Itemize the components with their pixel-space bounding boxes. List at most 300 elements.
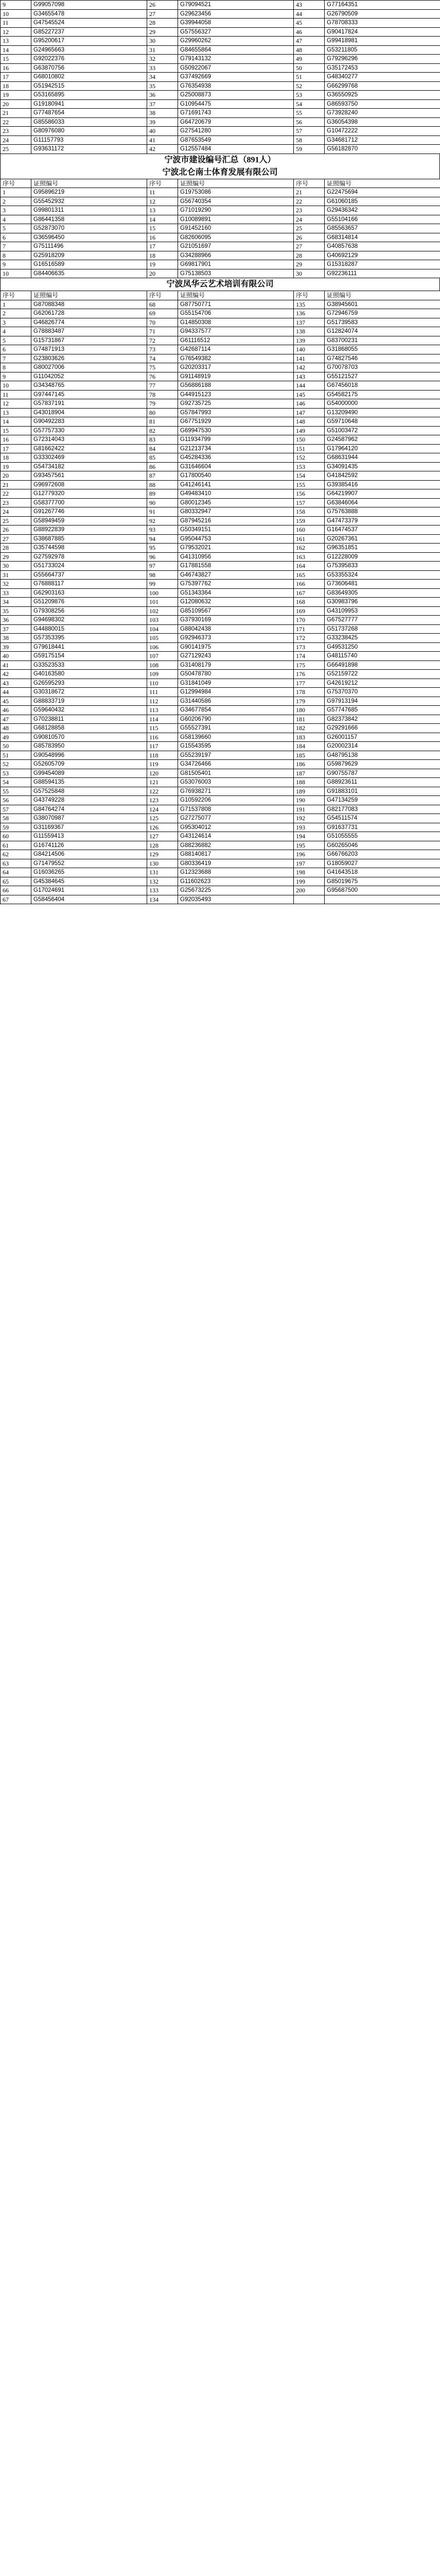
cert-number: G87750771 <box>178 300 294 309</box>
cert-number: G17024691 <box>31 886 147 895</box>
cert-number: G38945601 <box>325 300 440 309</box>
row-index: 165 <box>294 570 325 580</box>
row-index: 143 <box>294 372 325 381</box>
row-index: 8 <box>1 251 31 260</box>
cert-number: G42619212 <box>325 679 440 688</box>
row-index: 98 <box>147 570 178 580</box>
cert-number: G34091435 <box>325 462 440 471</box>
cert-number: G79143132 <box>178 55 294 64</box>
row-index: 66 <box>1 886 31 895</box>
row-index: 119 <box>147 760 178 769</box>
cert-number: G78883487 <box>31 327 147 336</box>
row-index: 28 <box>1 544 31 553</box>
cert-number: G56182870 <box>325 145 440 154</box>
table-row <box>1 534 440 544</box>
cert-number: G51209876 <box>31 598 147 607</box>
cert-number: G68631944 <box>325 453 440 463</box>
cert-number: G92735725 <box>178 399 294 409</box>
row-index: 71 <box>147 327 178 336</box>
row-index: 30 <box>1 562 31 571</box>
row-index: 128 <box>147 841 178 850</box>
row-index: 179 <box>294 697 325 706</box>
cert-number: G47473379 <box>325 516 440 526</box>
cert-number: G66766203 <box>325 850 440 859</box>
cert-number: G57747685 <box>325 706 440 715</box>
cert-number: G91148919 <box>178 372 294 381</box>
cert-number: G51055555 <box>325 832 440 841</box>
row-index: 174 <box>294 652 325 661</box>
cert-number: G17964120 <box>325 444 440 453</box>
cert-number: G34681712 <box>325 135 440 145</box>
cert-number: G47134259 <box>325 796 440 805</box>
row-index: 94 <box>147 534 178 544</box>
row-index: 59 <box>1 823 31 832</box>
row-index: 58 <box>1 814 31 823</box>
cert-number: G75111496 <box>31 242 147 251</box>
cert-number: G91883101 <box>325 787 440 796</box>
table-row <box>1 462 440 471</box>
row-index: 180 <box>294 706 325 715</box>
row-index: 77 <box>147 381 178 391</box>
table-row <box>1 660 440 670</box>
cert-number: G76938271 <box>178 787 294 796</box>
row-index: 5 <box>1 336 31 345</box>
cert-number: G12994984 <box>178 688 294 697</box>
row-index: 59 <box>294 145 325 154</box>
header-cert: 证照编号 <box>325 179 440 188</box>
cert-number: G85783950 <box>31 742 147 751</box>
row-index: 55 <box>1 787 31 796</box>
cert-number: G61116512 <box>178 336 294 345</box>
row-index: 2 <box>1 309 31 318</box>
table-row <box>1 742 440 751</box>
cert-number: G26595293 <box>31 679 147 688</box>
table-row <box>1 489 440 499</box>
cert-number: G10089891 <box>178 215 294 224</box>
cert-number: G85227237 <box>31 27 147 37</box>
row-index: 111 <box>147 688 178 697</box>
table-row <box>1 81 440 91</box>
row-index: 44 <box>294 9 325 19</box>
cert-number: G95687500 <box>325 886 440 895</box>
row-index: 53 <box>294 91 325 100</box>
row-index: 161 <box>294 534 325 544</box>
table-row <box>1 197 440 206</box>
row-index: 116 <box>147 733 178 742</box>
cert-number: G43749228 <box>31 796 147 805</box>
cert-number: G94337577 <box>178 327 294 336</box>
header-cert: 证照编号 <box>31 291 147 300</box>
cert-number: G43018904 <box>31 408 147 417</box>
table-row <box>1 507 440 517</box>
row-index: 105 <box>147 634 178 643</box>
cert-number: G45284336 <box>178 453 294 463</box>
row-index: 197 <box>294 859 325 868</box>
row-index: 13 <box>1 37 31 46</box>
cert-number: G34655478 <box>31 9 147 19</box>
cert-number: G62903163 <box>31 588 147 598</box>
row-index: 175 <box>294 660 325 670</box>
row-index: 51 <box>294 73 325 82</box>
table-row <box>1 526 440 535</box>
table-row <box>1 642 440 652</box>
cert-number: G76888117 <box>31 580 147 589</box>
row-index: 48 <box>1 724 31 733</box>
row-index: 108 <box>147 660 178 670</box>
cert-number: G99454089 <box>31 769 147 778</box>
cert-number: G43124614 <box>178 832 294 841</box>
row-index: 48 <box>294 45 325 55</box>
cert-number: G87088348 <box>31 300 147 309</box>
row-index: 42 <box>1 670 31 679</box>
row-index: 17 <box>147 242 178 251</box>
row-index: 21 <box>1 480 31 489</box>
cert-number: G40163580 <box>31 670 147 679</box>
cert-number: G21051697 <box>178 242 294 251</box>
row-index: 50 <box>1 742 31 751</box>
cert-number: G55239197 <box>178 751 294 760</box>
row-index: 16 <box>147 233 178 242</box>
roster-table <box>0 0 440 154</box>
cert-number: G45384645 <box>31 877 147 886</box>
row-index: 1 <box>1 300 31 309</box>
cert-number: G88594135 <box>31 778 147 787</box>
section-title: 宁波北仑南士体育发展有限公司 <box>0 166 440 179</box>
header-index: 序号 <box>1 179 31 188</box>
table-row <box>1 652 440 661</box>
cert-number: G63870756 <box>31 63 147 73</box>
cert-number: G52159722 <box>325 670 440 679</box>
row-index: 156 <box>294 489 325 499</box>
cert-number: G96972608 <box>31 480 147 489</box>
cert-number: G24587962 <box>325 435 440 445</box>
cert-number: G88922839 <box>31 526 147 535</box>
table-row <box>1 345 440 354</box>
cert-number: G33523533 <box>31 660 147 670</box>
cert-number: G55527391 <box>178 724 294 733</box>
row-index: 157 <box>294 498 325 507</box>
table-row <box>1 580 440 589</box>
row-index: 178 <box>294 688 325 697</box>
cert-number: G81662422 <box>31 444 147 453</box>
table-row <box>1 850 440 859</box>
table-row <box>1 381 440 391</box>
table-row <box>1 242 440 251</box>
row-index: 9 <box>1 1 31 10</box>
row-index: 74 <box>147 354 178 363</box>
table-row <box>1 37 440 46</box>
cert-number: G25008873 <box>178 91 294 100</box>
row-index: 43 <box>1 679 31 688</box>
table-row <box>1 215 440 224</box>
row-index: 54 <box>294 99 325 109</box>
cert-number: G51733024 <box>31 562 147 571</box>
row-index: 10 <box>1 381 31 391</box>
row-index: 193 <box>294 823 325 832</box>
header-index: 序号 <box>147 179 178 188</box>
row-index: 162 <box>294 544 325 553</box>
row-index: 13 <box>1 408 31 417</box>
row-index: 60 <box>1 832 31 841</box>
cert-number: G83700231 <box>325 336 440 345</box>
row-index: 7 <box>1 354 31 363</box>
table-row <box>1 99 440 109</box>
cert-number: G79296296 <box>325 55 440 64</box>
cert-number: G40857638 <box>325 242 440 251</box>
row-index: 95 <box>147 544 178 553</box>
row-index: 49 <box>1 733 31 742</box>
cert-number: G64720679 <box>178 117 294 127</box>
row-index: 135 <box>294 300 325 309</box>
row-index: 103 <box>147 616 178 625</box>
row-index: 41 <box>147 135 178 145</box>
cert-number: G12779320 <box>31 489 147 499</box>
row-index: 107 <box>147 652 178 661</box>
cert-number: G42687114 <box>178 345 294 354</box>
cert-number: G38070987 <box>31 814 147 823</box>
row-index: 57 <box>1 805 31 814</box>
header-cert: 证照编号 <box>178 179 294 188</box>
cert-number: G71019290 <box>178 206 294 215</box>
cert-number: G88923611 <box>325 778 440 787</box>
cert-number: G30983796 <box>325 598 440 607</box>
row-index: 93 <box>147 526 178 535</box>
row-index: 125 <box>147 814 178 823</box>
cert-number: G97913194 <box>325 697 440 706</box>
cert-number: G25918209 <box>31 251 147 260</box>
cert-number: G53355324 <box>325 570 440 580</box>
cert-number: G18059027 <box>325 859 440 868</box>
table-row <box>1 63 440 73</box>
cert-number: G58139660 <box>178 733 294 742</box>
cert-number: G17881558 <box>178 562 294 571</box>
cert-number: G90548996 <box>31 751 147 760</box>
row-index: 34 <box>1 598 31 607</box>
row-index: 145 <box>294 390 325 399</box>
row-index: 131 <box>147 868 178 877</box>
row-index: 200 <box>294 886 325 895</box>
cert-number: G82177083 <box>325 805 440 814</box>
cert-number: G68010802 <box>31 73 147 82</box>
cert-number: G85019675 <box>325 877 440 886</box>
row-index: 14 <box>1 45 31 55</box>
table-row <box>1 109 440 118</box>
cert-number: G46826774 <box>31 318 147 327</box>
row-index: 27 <box>147 9 178 19</box>
cert-number: G58456404 <box>31 895 147 904</box>
cert-number: G90755787 <box>325 769 440 778</box>
cert-number: G12557484 <box>178 145 294 154</box>
cert-number: G43109953 <box>325 606 440 616</box>
row-index: 27 <box>1 534 31 544</box>
row-index: 19 <box>147 260 178 269</box>
row-index: 122 <box>147 787 178 796</box>
row-index: 196 <box>294 850 325 859</box>
cert-number: G79618441 <box>31 642 147 652</box>
table-row <box>1 55 440 64</box>
table-row <box>1 327 440 336</box>
cert-number: G55664737 <box>31 570 147 580</box>
row-index: 6 <box>1 345 31 354</box>
cert-number: G12824074 <box>325 327 440 336</box>
cert-number: G61060185 <box>325 197 440 206</box>
row-index <box>294 895 325 904</box>
row-index: 153 <box>294 462 325 471</box>
cert-number: G84655864 <box>178 45 294 55</box>
cert-number: G90492283 <box>31 417 147 427</box>
row-index: 123 <box>147 796 178 805</box>
row-index: 91 <box>147 507 178 517</box>
row-index: 34 <box>147 73 178 82</box>
table-row <box>1 598 440 607</box>
row-index: 17 <box>1 73 31 82</box>
row-index: 133 <box>147 886 178 895</box>
cert-number: G95896219 <box>31 188 147 197</box>
cert-number: G50349151 <box>178 526 294 535</box>
table-row <box>1 769 440 778</box>
cert-number: G73928240 <box>325 109 440 118</box>
row-index: 16 <box>1 63 31 73</box>
row-index: 140 <box>294 345 325 354</box>
cert-number: G91452160 <box>178 224 294 233</box>
table-row <box>1 117 440 127</box>
row-index: 186 <box>294 760 325 769</box>
table-row <box>1 435 440 445</box>
table-row <box>1 805 440 814</box>
table-row <box>1 588 440 598</box>
cert-number: G62061728 <box>31 309 147 318</box>
cert-number: G66299768 <box>325 81 440 91</box>
cert-number: G80976080 <box>31 127 147 136</box>
table-row <box>1 697 440 706</box>
cert-number: G92022376 <box>31 55 147 64</box>
row-index: 75 <box>147 363 178 372</box>
table-row <box>1 145 440 154</box>
row-index: 23 <box>294 206 325 215</box>
row-index: 33 <box>1 588 31 598</box>
row-index: 81 <box>147 417 178 427</box>
row-index: 26 <box>1 526 31 535</box>
cert-number: G75395833 <box>325 562 440 571</box>
cert-number: G92946373 <box>178 634 294 643</box>
row-index: 137 <box>294 318 325 327</box>
row-index: 86 <box>147 462 178 471</box>
row-index: 26 <box>294 233 325 242</box>
row-index: 106 <box>147 642 178 652</box>
cert-number: G44915123 <box>178 390 294 399</box>
row-index: 118 <box>147 751 178 760</box>
cert-number: G16036265 <box>31 868 147 877</box>
row-index: 14 <box>1 417 31 427</box>
row-index: 102 <box>147 606 178 616</box>
row-index: 50 <box>294 63 325 73</box>
row-index: 20 <box>1 99 31 109</box>
cert-number: G13209490 <box>325 408 440 417</box>
table-row <box>1 260 440 269</box>
cert-number: G40692129 <box>325 251 440 260</box>
row-index: 4 <box>1 215 31 224</box>
row-index: 31 <box>1 570 31 580</box>
row-index: 18 <box>147 251 178 260</box>
row-index: 132 <box>147 877 178 886</box>
cert-number: G94698302 <box>31 616 147 625</box>
cert-number: G91637731 <box>325 823 440 832</box>
row-index: 9 <box>1 372 31 381</box>
row-index: 29 <box>1 552 31 562</box>
row-index: 11 <box>1 19 31 28</box>
table-row <box>1 570 440 580</box>
table-row <box>1 135 440 145</box>
row-index: 168 <box>294 598 325 607</box>
cert-number: G15543595 <box>178 742 294 751</box>
table-row <box>1 426 440 435</box>
cert-number: G11157793 <box>31 135 147 145</box>
row-index: 121 <box>147 778 178 787</box>
row-index: 49 <box>294 55 325 64</box>
header-index: 序号 <box>147 291 178 300</box>
table-row <box>1 224 440 233</box>
cert-number: G59879629 <box>325 760 440 769</box>
cert-number: G10472222 <box>325 127 440 136</box>
row-index: 90 <box>147 498 178 507</box>
row-index: 21 <box>294 188 325 197</box>
row-index: 19 <box>1 462 31 471</box>
table-row <box>1 453 440 463</box>
cert-number: G95304012 <box>178 823 294 832</box>
cert-number: G12323688 <box>178 868 294 877</box>
row-index: 163 <box>294 552 325 562</box>
cert-number: G70078703 <box>325 363 440 372</box>
row-index: 177 <box>294 679 325 688</box>
table-row <box>1 390 440 399</box>
row-index: 15 <box>1 55 31 64</box>
row-index: 120 <box>147 769 178 778</box>
row-index: 148 <box>294 417 325 427</box>
table-row <box>1 188 440 197</box>
cert-number: G26001157 <box>325 733 440 742</box>
row-index: 88 <box>147 480 178 489</box>
table-row <box>1 516 440 526</box>
row-index: 166 <box>294 580 325 589</box>
row-index: 29 <box>294 260 325 269</box>
row-index: 8 <box>1 363 31 372</box>
row-index: 39 <box>147 117 178 127</box>
table-row <box>1 552 440 562</box>
cert-number: G54511574 <box>325 814 440 823</box>
cert-number: G86441358 <box>31 215 147 224</box>
table-row <box>1 498 440 507</box>
row-index: 56 <box>294 117 325 127</box>
row-index: 79 <box>147 399 178 409</box>
table-row <box>1 27 440 37</box>
table-row <box>1 859 440 868</box>
cert-number: G85563657 <box>325 224 440 233</box>
cert-number: G83649305 <box>325 588 440 598</box>
cert-number: G59175154 <box>31 652 147 661</box>
row-index: 184 <box>294 742 325 751</box>
cert-number: G11934799 <box>178 435 294 445</box>
cert-number: G74827546 <box>325 354 440 363</box>
header-cert: 证照编号 <box>178 291 294 300</box>
row-index: 167 <box>294 588 325 598</box>
table-row <box>1 688 440 697</box>
table-row <box>1 336 440 345</box>
cert-number: G48795138 <box>325 751 440 760</box>
row-index: 41 <box>1 660 31 670</box>
cert-number: G85586033 <box>31 117 147 127</box>
cert-number: G57847993 <box>178 408 294 417</box>
row-index: 187 <box>294 769 325 778</box>
